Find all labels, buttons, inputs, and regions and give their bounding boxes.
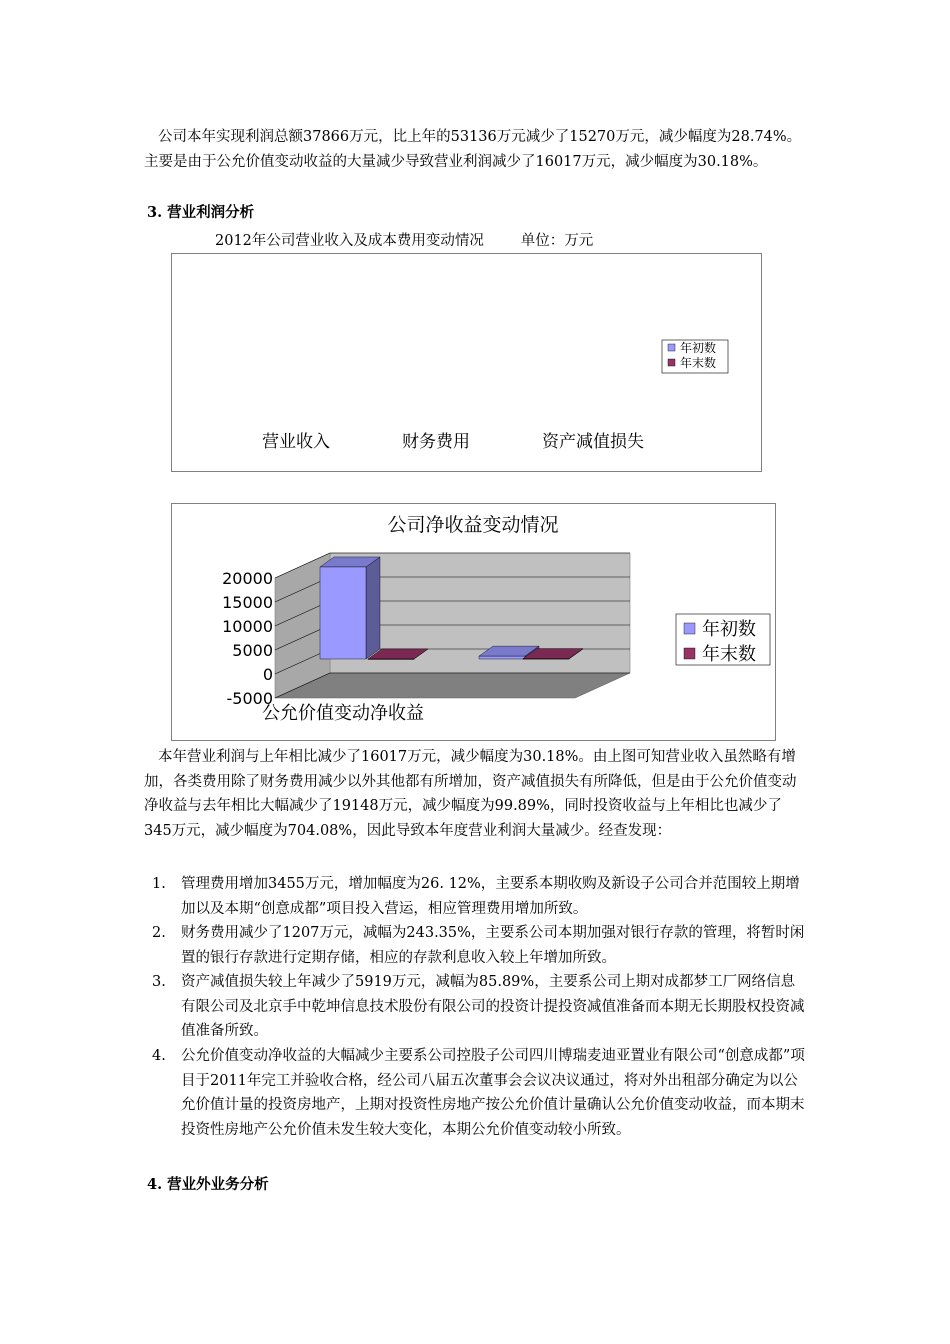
y-tick-label: 0 bbox=[262, 665, 273, 684]
legend-swatch bbox=[684, 648, 695, 659]
y-tick-label: 20000 bbox=[222, 569, 273, 588]
analysis-paragraph: 本年营业利润与上年相比减少了16017万元，减少幅度为30.18%。由上图可知营业收入虽然略有增加，各类费用除了财务费用减少以外其他都有所增加，资产减值损失有所降低，但是由于公允价值变动净收益与去年相比大幅减少了19148万元，减少幅度为99.89%，同时投资收益与上年相比也减少了345万元，减少幅度为704.08%，因此导致本年度营业利润大量减少。经查发现： bbox=[144, 749, 797, 839]
list-text: 管理费用增加3455万元，增加幅度为26. 12%，主要系本期收购及新设子公司合并范围较上期增加以及本期“创意成都”项目投入营运，相应管理费用增加所致。 bbox=[181, 876, 800, 917]
bar bbox=[368, 659, 414, 660]
list-number: 3. bbox=[152, 974, 166, 990]
list-item bbox=[144, 970, 808, 1044]
chart-operating-income bbox=[171, 253, 762, 472]
bar bbox=[479, 656, 525, 659]
x-tick-label: 公允价值变动净收益 bbox=[262, 703, 424, 724]
legend-swatch bbox=[668, 359, 675, 366]
bar bbox=[320, 567, 366, 659]
list-number: 4. bbox=[152, 1048, 166, 1064]
y-tick-label: 10000 bbox=[222, 617, 273, 636]
intro-paragraph: 公司本年实现利润总额37866万元，比上年的53136万元减少了15270万元，减少幅度为28.74%。主要是由于公允价值变动收益的大量减少导致营业利润减少了16017万元，减少幅度为30.18%。 bbox=[144, 129, 802, 170]
chart-net-income bbox=[171, 503, 776, 741]
section-heading-3: 3. 营业利润分析 bbox=[147, 204, 255, 221]
bar bbox=[523, 659, 569, 660]
section-heading-4: 4. 营业外业务分析 bbox=[147, 1176, 269, 1193]
list-text: 公允价值变动净收益的大幅减少主要系公司控股子公司四川博瑞麦迪亚置业有限公司“创意成都”项目于2011年完工并验收合格，经公司八届五次董事会会议决议通过，将对外出租部分确定为以公允价值计量的投资房地产，上期对投资性房地产按公允价值计量确认公允价值变动收益，而本期末投资性房地产公允价值未发生较大变化，本期公允价值变动较小所致。 bbox=[181, 1048, 805, 1138]
chart-title: 公司净收益变动情况 bbox=[387, 514, 559, 536]
list-item bbox=[144, 1044, 808, 1142]
list-text: 财务费用减少了1207万元，减幅为243.35%，主要系公司本期加强对银行存款的管理，将暂时闲置的银行存款进行定期存储，相应的存款利息收入较上年增加所致。 bbox=[181, 925, 805, 966]
legend-label: 年末数 bbox=[702, 644, 756, 665]
list-number: 1. bbox=[152, 876, 166, 892]
list-item bbox=[144, 872, 808, 921]
legend-label: 年初数 bbox=[702, 619, 756, 640]
y-tick-label: 5000 bbox=[232, 641, 273, 660]
x-tick-label: 财务费用 bbox=[402, 432, 470, 452]
x-tick-label: 资产减值损失 bbox=[542, 432, 644, 452]
legend-swatch bbox=[668, 344, 675, 351]
y-tick-label: -5000 bbox=[226, 689, 273, 708]
list-text: 资产减值损失较上年减少了5919万元，减幅为85.89%，主要系公司上期对成都梦工厂网络信息有限公司及北京手中乾坤信息技术股份有限公司的投资计提投资减值准备而本期无长期股权投资减值准备所致。 bbox=[181, 974, 805, 1039]
list-number: 2. bbox=[152, 925, 166, 941]
legend-label: 年初数 bbox=[680, 341, 717, 355]
legend-swatch bbox=[684, 623, 695, 634]
y-tick-label: 15000 bbox=[222, 593, 273, 612]
chart1-svg bbox=[172, 254, 761, 471]
chart-floor bbox=[275, 673, 630, 698]
bar-side bbox=[366, 557, 380, 659]
x-tick-label: 营业收入 bbox=[262, 432, 330, 452]
chart1-caption: 2012年公司营业收入及成本费用变动情况 单位：万元 bbox=[215, 233, 594, 249]
list-item bbox=[144, 921, 808, 970]
legend-label: 年末数 bbox=[680, 356, 717, 370]
chart2-svg bbox=[172, 504, 775, 740]
